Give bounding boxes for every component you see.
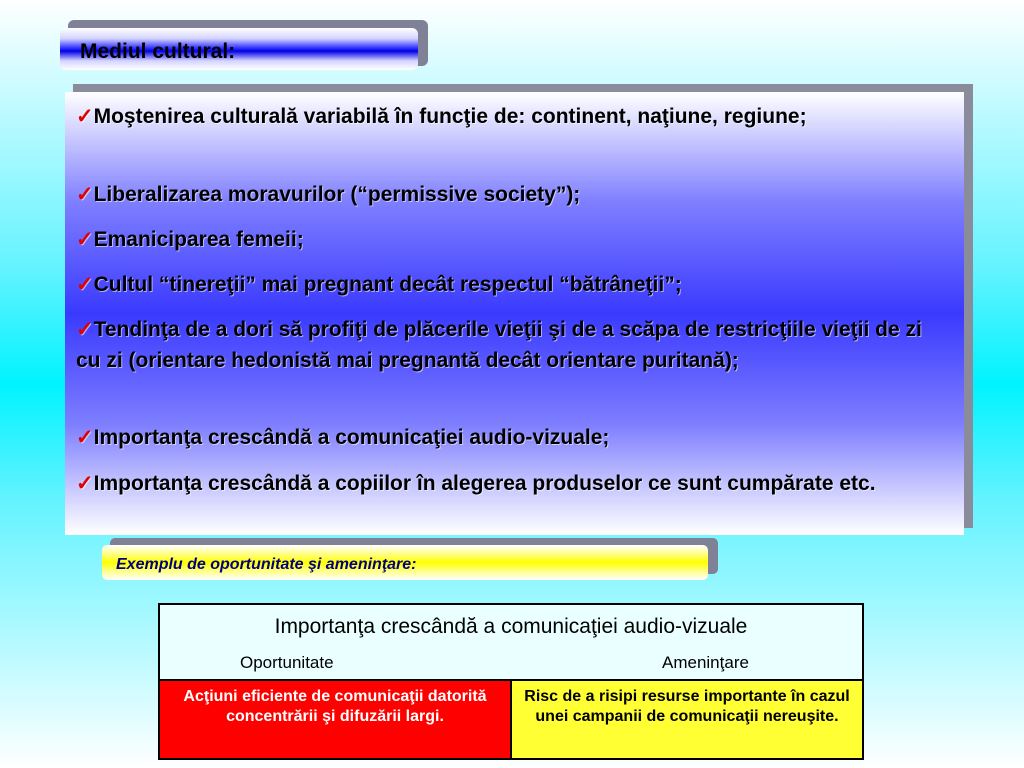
bullet-text: Tendinţa de a dori să profiţi de plăcerile vieţii şi de a scăpa de restricţiile vieţii de zi cu zi (orientare hedonistă mai pregnantă decât orientare puritană);: [76, 318, 922, 372]
opportunity-text: Acţiuni eficiente de comunicaţii datorită concentrării şi difuzării largi.: [183, 688, 487, 725]
bullet-item: [76, 269, 936, 300]
bullet-text: Cultul “tinereţii” mai pregnant decât respectul “bătrâneţii”;: [93, 273, 682, 296]
bullet-item: [76, 101, 936, 132]
checkmark-icon: ✓: [76, 472, 94, 495]
opportunity-cell: [160, 679, 512, 758]
swot-table: [158, 603, 864, 760]
example-label: Exemplu de oportunitate şi ameninţare:: [116, 556, 417, 573]
table-title: Importanţa crescândă a comunicaţiei audio-vizuale: [274, 615, 748, 638]
slide-title: Mediul cultural:: [80, 40, 236, 63]
bullet-text: Importanţa crescândă a comunicaţiei audio-vizuale;: [93, 426, 610, 449]
bullet-item: [76, 314, 936, 376]
bullet-text: Liberalizarea moravurilor (“permissive society”);: [93, 183, 581, 206]
bullet-item: [76, 422, 936, 453]
bullet-item: [76, 224, 936, 255]
threat-header: Ameninţare: [662, 653, 749, 672]
bullet-text: Moştenirea culturală variabilă în funcţie de: continent, naţiune, regiune;: [93, 105, 807, 128]
checkmark-icon: ✓: [76, 183, 94, 206]
bullet-text: Emaniciparea femeii;: [93, 228, 304, 251]
checkmark-icon: ✓: [76, 228, 94, 251]
checkmark-icon: ✓: [76, 273, 94, 296]
bullet-item: [76, 179, 936, 210]
threat-text: Risc de a risipi resurse importante în cazul unei campanii de comunicaţii nereuşite.: [524, 688, 850, 725]
checkmark-icon: ✓: [76, 318, 94, 341]
checkmark-icon: ✓: [76, 105, 94, 128]
bullet-text: Importanţa crescândă a copiilor în alegerea produselor ce sunt cumpărate etc.: [93, 472, 876, 495]
threat-cell: [512, 679, 862, 758]
checkmark-icon: ✓: [76, 426, 94, 449]
opportunity-header: Oportunitate: [240, 653, 334, 672]
bullet-item: [76, 468, 936, 499]
